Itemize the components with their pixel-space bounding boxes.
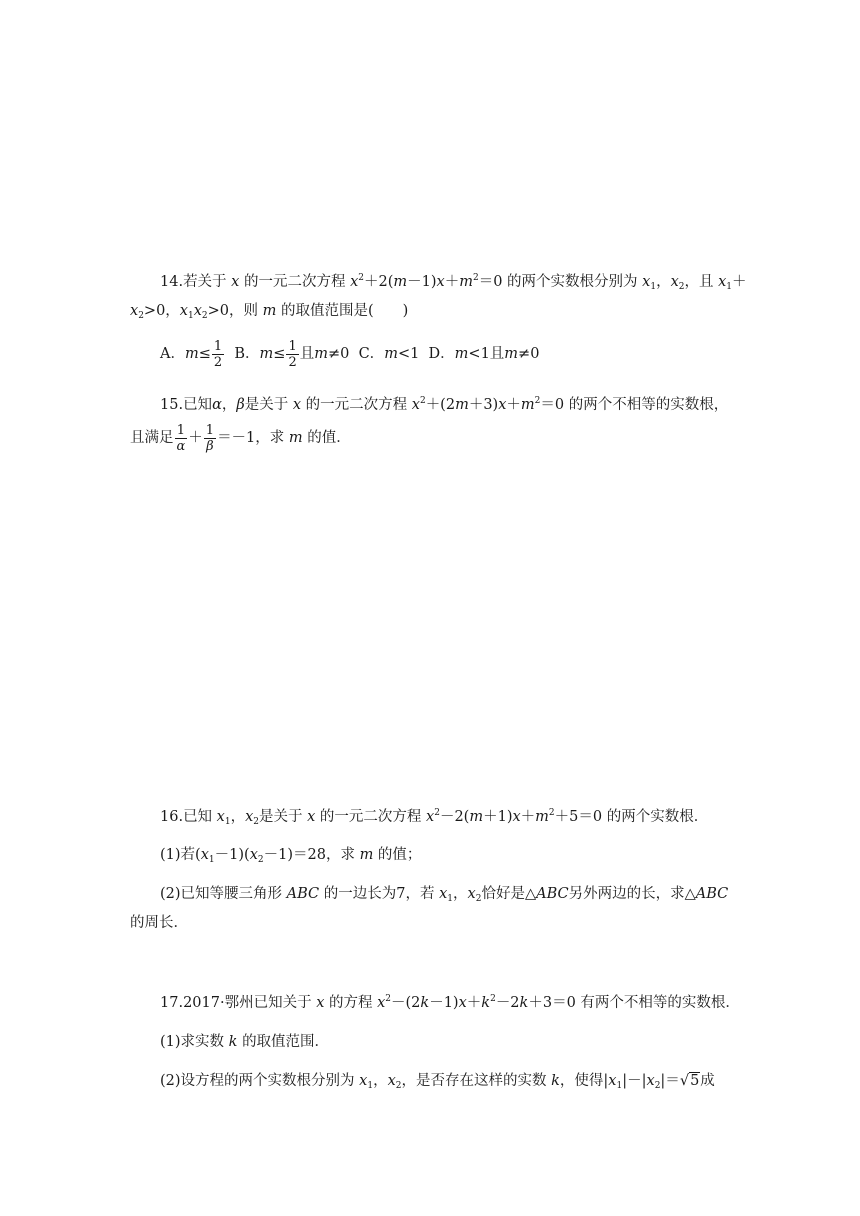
problem-15-line-2: 且满足 $\frac{1}{\alpha}$ ＋ $\frac{1}{\beta}$ ＝－1，求 m 的值． (130, 422, 351, 454)
problem-16-part-2-line-1: (2)已知等腰三角形 ABC 的一边长为7，若 $x_1$，$x_2$恰好是△ABC另外两边的长，求△ABC (160, 886, 729, 904)
sqrt-5: √5 (679, 1073, 700, 1089)
problem-14-line-2: $x_2>0$，$x_1x_2>0$，则 m 的取值范围是( ) (130, 303, 409, 321)
problem-14-line-1: 14.若关于 x 的一元二次方程 $x^2+2(m-1)x+m^2=0$ 的两个实数根分别为 $x_1$，$x_2$，且 $x_1+$ (160, 273, 747, 292)
problem-14-options: A．m≤ $\frac{1}{2}$ B．m≤ $\frac{1}{2}$ 且m≠0 C．m<1 D．m<1且m≠0 (160, 338, 540, 370)
problem-15-line-1: 15.已知α，β是关于 x 的一元二次方程 $x^2+(2m+3)x+m^2=0$ 的两个不相等的实数根， (160, 396, 729, 413)
problem-16-part-2-line-2: 的周长． (130, 915, 188, 931)
problem-17-part-2: (2)设方程的两个实数根分别为 $x_1$，$x_2$，是否存在这样的实数 k，使得$|x_1|-|x_2|=√5$成 (160, 1070, 732, 1092)
problem-14-number: 14. (160, 274, 184, 290)
problem-16-number: 16. (160, 809, 184, 825)
problem-15-number: 15. (160, 397, 184, 413)
problem-17-source: 2017·鄂州 (183, 995, 254, 1011)
problem-16-line-1: 16.已知 $x_1$，$x_2$是关于 x 的一元二次方程 $x^2-2(m+1)x+m^2+5=0$ 的两个实数根． (160, 808, 709, 827)
problem-17-part-1: (1)求实数 k 的取值范围． (160, 1034, 330, 1050)
problem-17-number: 17. (160, 995, 184, 1011)
problem-17-line-1: 17.2017·鄂州已知关于 x 的方程 $x^2-(2k-1)x+k^2-2k+3=0$ 有两个不相等的实数根． (160, 994, 740, 1011)
problem-16-part-1: (1)若$(x_1-1)(x_2-1)=28$，求 m 的值； (160, 847, 422, 865)
